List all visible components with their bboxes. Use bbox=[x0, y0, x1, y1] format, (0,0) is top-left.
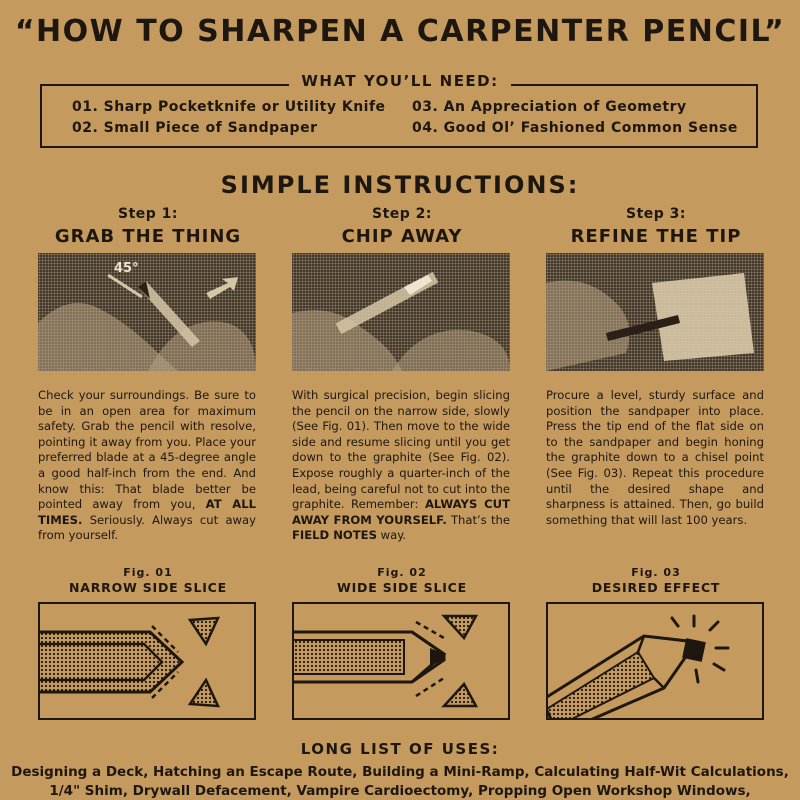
step-3-number: Step 3: bbox=[625, 206, 686, 222]
step-1-number: Step 1: bbox=[117, 206, 178, 222]
step-2-text-b: That’s the bbox=[446, 512, 510, 527]
step-2-photo bbox=[292, 253, 510, 371]
step-2-paragraph bbox=[292, 388, 510, 544]
fig-3-diagram bbox=[546, 602, 764, 720]
instructions-heading: SIMPLE INSTRUCTIONS: bbox=[220, 171, 580, 199]
need-item-4: 04. Good Ol’ Fashioned Common Sense bbox=[412, 120, 738, 136]
step-2-text-bold: ALWAYS CUT AWAY FROM YOURSELF. bbox=[292, 497, 511, 527]
step-1-text-a: Check your surroundings. Be sure to be in an open area for maximum safety. Grab the pencil with resolve, pointing it away from you. Place your preferred blade at a 45-degree angle a good half-inch from the end. And know this: That blade better be pointed away from you, bbox=[38, 388, 256, 512]
need-item-3: 03. An Appreciation of Geometry bbox=[412, 99, 687, 115]
uses-line-1: Designing a Deck, Hatching an Escape Route, Building a Mini-Ramp, Calculating Half-Wit Calculations, bbox=[11, 764, 789, 780]
fig-1-number: Fig. 01 bbox=[123, 566, 173, 579]
fig-2-number: Fig. 02 bbox=[377, 566, 427, 579]
need-item-1: 01. Sharp Pocketknife or Utility Knife bbox=[72, 99, 386, 115]
need-item-2: 02. Small Piece of Sandpaper bbox=[72, 120, 318, 136]
fig-1-title: NARROW SIDE SLICE bbox=[68, 580, 227, 595]
step-1-paragraph bbox=[38, 388, 256, 544]
page-title: “HOW TO SHARPEN A CARPENTER PENCIL” bbox=[14, 14, 786, 49]
fig-1-diagram bbox=[38, 602, 256, 720]
step-3-title: REFINE THE TIP bbox=[570, 226, 742, 247]
uses-heading: LONG LIST OF USES: bbox=[300, 740, 500, 758]
step-1-text-b: Seriously. Always cut away from yourself. bbox=[38, 512, 256, 543]
fig-3-number: Fig. 03 bbox=[631, 566, 681, 579]
step-2-text-c: way. bbox=[376, 528, 407, 543]
fig-2-title: WIDE SIDE SLICE bbox=[337, 580, 467, 595]
step-1-title: GRAB THE THING bbox=[54, 226, 242, 247]
uses-line-2: 1/4" Shim, Drywall Defacement, Vampire Cardioectomy, Propping Open Workshop Windows, bbox=[49, 783, 751, 799]
step-2-text-a: With surgical precision, begin slicing the pencil on the narrow side, slowly (See Fig. 01). Then move to the wide side and resume slicing until you get down to the graphite (See Fig. 02). Expose roughly a quarter-inch of the lead, being careful not to cut into the graphite. Remember: bbox=[292, 388, 510, 512]
step-3-paragraph: Procure a level, sturdy surface and position the sandpaper into place. Press the tip end of the flat side on to the sandpaper and begin honing the graphite down to a chisel point (See Fig. 03). Repeat this procedure until the desired shape and sharpness is attained. Then, go build something that will last 100 years. bbox=[546, 388, 764, 527]
step-2-text-bold2: FIELD NOTES bbox=[292, 528, 377, 543]
step-2-number: Step 2: bbox=[371, 206, 432, 222]
needs-heading: WHAT YOU’LL NEED: bbox=[289, 72, 510, 90]
step-1-text-bold: AT ALL TIMES. bbox=[38, 497, 257, 527]
needs-box bbox=[40, 84, 758, 148]
needs-heading-wrap bbox=[0, 71, 800, 90]
step-2-title: CHIP AWAY bbox=[341, 226, 463, 247]
step-1-photo bbox=[38, 253, 256, 371]
angle-label: 45° bbox=[114, 261, 139, 276]
fig-2-diagram bbox=[292, 602, 510, 720]
fig-3-title: DESIRED EFFECT bbox=[591, 580, 721, 595]
step-3-photo bbox=[546, 253, 764, 371]
